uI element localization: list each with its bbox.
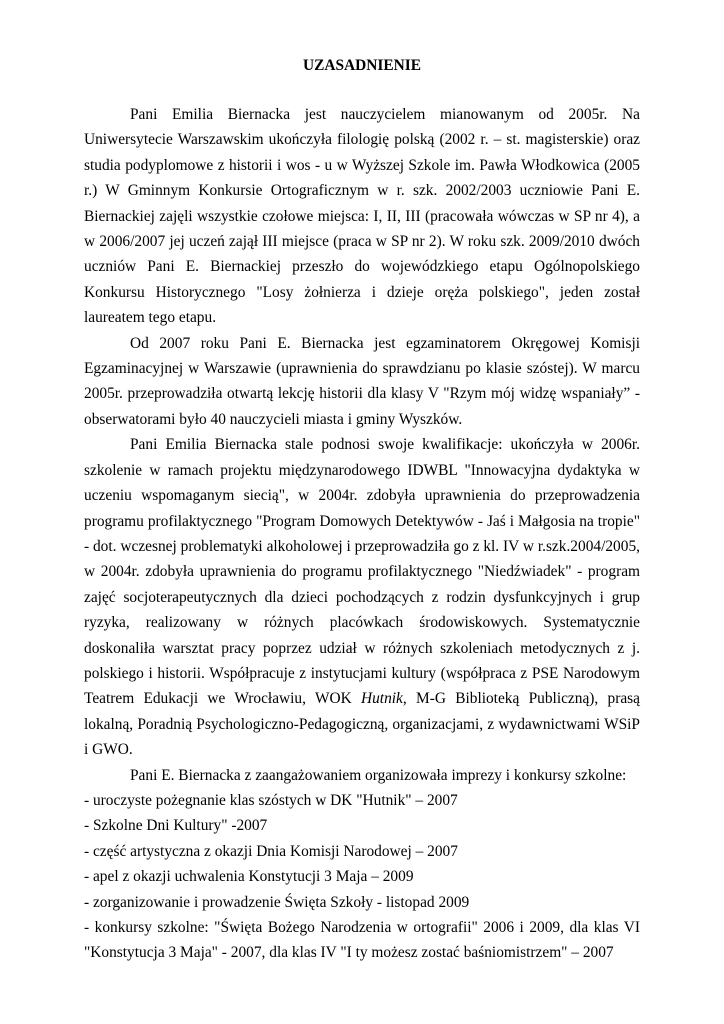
list-item: - część artystyczna z okazji Dnia Komisji Narodowej – 2007 <box>84 842 458 860</box>
list-item: - apel z okazji uchwalenia Konstytucji 3 Maja – 2009 <box>84 868 414 886</box>
list-item: - zorganizowanie i prowadzenie Święta Szkoły - listopad 2009 <box>84 893 470 911</box>
list-item: - konkursy szkolne: "Święta Bożego Narodzenia w ortografii" 2006 i 2009, dla klas VI "Konstytucja 3 Maja" - 2007, dla klas IV "I ty możesz zostać baśniomistrzem" – 2007 <box>84 919 640 962</box>
paragraph-examiner: Od 2007 roku Pani E. Biernacka jest egzaminatorem Okręgowej Komisji Egzaminacyjnej w Warszawie (uprawnienia do sprawdzianu po klasie szóstej). W marcu 2005r. przeprowadziła otwartą lekcję historii dla klasy V "Rzym mój widzę wspaniały” - obserwatorami było 40 nauczycieli miasta i gminy Wyszków. <box>84 334 640 428</box>
hutnik-italic: Hutnik <box>361 690 403 708</box>
list-item: - Szkolne Dni Kultury" -2007 <box>84 817 268 835</box>
qualifications-text-end: , M-G Biblioteką Publiczną), prasą lokalną, Poradnią Psychologiczno-Pedagogiczną, organizacjami, z wydawnictwami WSiP i GWO. <box>84 690 640 759</box>
document-page <box>84 56 640 966</box>
document-title: UZASADNIENIE <box>302 57 422 74</box>
qualifications-text-start: Pani Emilia Biernacka stale podnosi swoje kwalifikacje: ukończyła w 2006r. szkolenie w ramach projektu międzynarodowego IDWBL "Innowacyjna dydaktyka w uczeniu wspomaganym siecią", w 2004r. zdobyła uprawnienia do przeprowadzenia programu profilaktycznego "Program Domowych Detektywów - Jaś i Małgosia na tropie" - dot. wczesnej problematyki alkoholowej i przeprowadziła go z kl. IV w r.szk.2004/2005, w 2004r. zdobyła uprawnienia do programu profilaktycznego "Niedźwiadek" - program zajęć socjoterapeutycznych dla dzieci pochodzących z rodzin dysfunkcyjnych i grup ryzyka, realizowany w różnych placówkach środowiskowych. Systematycznie doskonaliła warsztat pracy poprzez udział w różnych szkoleniach metodycznych z j. polskiego i historii. Współpracuje z instytucjami kultury (współpraca z PSE Narodowym Teatrem Edukacji we Wrocławiu, WOK <box>84 436 640 708</box>
paragraph-events-intro: Pani E. Biernacka z zaangażowaniem organizowała imprezy i konkursy szkolne: <box>130 766 627 784</box>
paragraph-qualifications <box>84 432 640 762</box>
list-item: - uroczyste pożegnanie klas szóstych w DK "Hutnik" – 2007 <box>84 791 458 809</box>
paragraph-education: Pani Emilia Biernacka jest nauczycielem mianowanym od 2005r. Na Uniwersytecie Warszawskim ukończyła filologię polską (2002 r. – st. magisterskie) oraz studia podyplomowe z historii i wos - u w Wyższej Szkole im. Pawła Włodkowica (2005 r.) W Gminnym Konkursie Ortograficznym w r. szk. 2002/2003 uczniowie Pani E. Biernackiej zajęli wszystkie czołowe miejsca: I, II, III (pracowała wówczas w SP nr 4), a w 2006/2007 jej uczeń zajął III miejsce (praca w SP nr 2). W roku szk. 2009/2010 dwóch uczniów Pani E. Biernackiej przeszło do wojewódzkiego etapu Ogólnopolskiego Konkursu Historycznego "Losy żołnierza i dzieje oręża polskiego", jeden został laureatem tego etapu. <box>84 106 640 327</box>
